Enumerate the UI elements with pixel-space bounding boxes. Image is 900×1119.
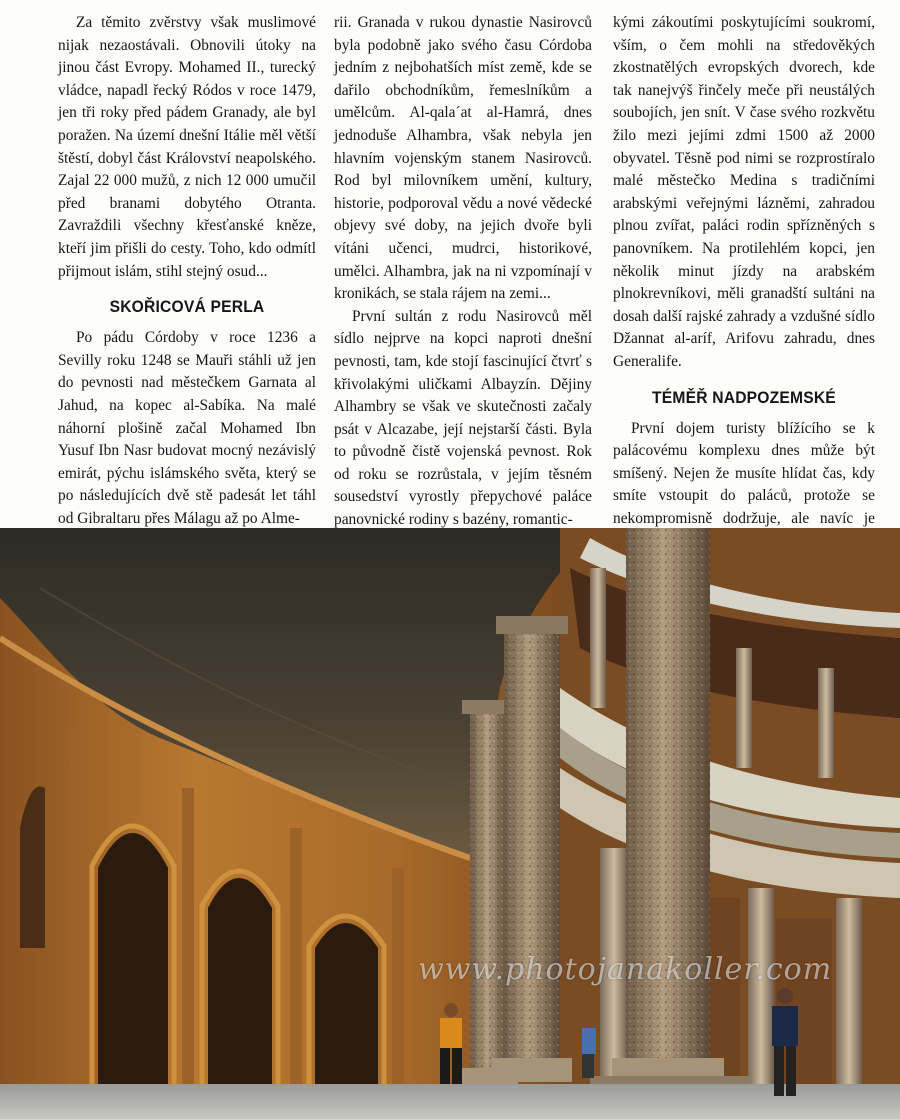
paragraph: První dojem turisty blížícího se k palácovému komplexu dnes může být smíšený. Nejen že musíte hlídat čas, kdy smíte vstoupit do paláců, protože se nekompromisně dodržuje, ale navíc je [613,419,875,527]
article-column-2 [334,12,592,529]
section-heading: TÉMĚŘ NADPOZEMSKÉ [652,387,836,407]
paragraph: První sultán z rodu Nasirovců měl sídlo nejprve na kopci naproti dnešní pevnosti, tam, kde stojí fascinující čtvrť s křivolakými uličkami Albayzín. Dějiny Alhambry se však ve skutečnosti začaly psát v Alcazabe, její nejstarší části. Byla to původně čistě vojenská pevnost. Rok od roku se rozrůstala, v jejím těsném sousedství vyrostly přepychové paláce panovnické rodiny s bazény, romantic- [334,307,592,529]
paragraph: kými zákoutími poskytujícími soukromí, vším, o čem mohli na středověkých zkostnatělých evropských dvorech, kde tak nanejvýš řinčely meče při neustálých soubojích, jen snít. V čase svého rozkvětu žilo mezi jejími zdmi 1500 až 2000 obyvatel. Těsně pod nimi se rozprostíralo malé městečko Medina s tradičními arabskými veřejnými lázněmi, zahradou plnou zvířat, paláci rodin spřízněných s panovníkem. Na protilehlém kopci, jen několik minut jízdy na arabském plnokrevníkovi, měli granadští sultáni na dosah další rajské zahrady a vzdušné sídlo Džannat al-aríf, Arifovu zahradu, dnes Generalife. [613,14,875,370]
article-column-3 [613,12,875,527]
courtyard-photo [0,528,900,1119]
article-columns [0,12,900,529]
article-column-1 [58,12,316,527]
paragraph: Za těmito zvěrstvy však muslimové nijak nezaostávali. Obnovili útoky na jinou část Evropy. Mohamed II., turecký vládce, napadl řecký Ródos v roce 1479, jen tři roky před pádem Granady, ale byl poražen. Na území dnešní Itálie měl větší štěstí, dobyl část Království neapolského. Zajal 22 000 mužů, z nich 12 000 umučil před branami dobytého Otranta. Zavraždili všechny křesťanské kněze, kteří jim přišli do cesty. Toho, kdo odmítl přijmout islám, stihl stejný osud... [58,14,316,280]
section-heading: SKOŘICOVÁ PERLA [109,297,265,317]
courtyard-illustration [0,528,900,1119]
paragraph: rii. Granada v rukou dynastie Nasirovců byla podobně jako svého času Córdoba jedním z nejbohatších míst země, kde se dařilo obchodníkům, řemeslníkům a umělcům. Al-qala´at al-Hamrá, dnes jednoduše Alhambra, však nebyla jen hlavním vojenským stanem Nasirovců. Rod byl milovníkem umění, kultury, historie, podporoval vědu a nové vědecké objevy své doby, na jejich dvoře byli vítáni učenci, mudrci, historikové, umělci. Alhambra, jak na ni vzpomínají v kronikách, se stala rájem na zemi... [334,14,592,303]
photo-watermark: www.photojanakoller.com [418,952,833,987]
paragraph: Po pádu Córdoby v roce 1236 a Sevilly roku 1248 se Mauři stáhli už jen do pevnosti nad městečkem Garnata al Jahud, na kopec al-Sabíka. Na malé náhorní plošině začal Mohamed Ibn Yusuf Ibn Nasr budovat mocný nezávislý emirát, pýchu islámského světa, který se po následujících dvě stě padesát let táhl od Gibraltaru přes Málagu až po Alme- [58,329,316,527]
